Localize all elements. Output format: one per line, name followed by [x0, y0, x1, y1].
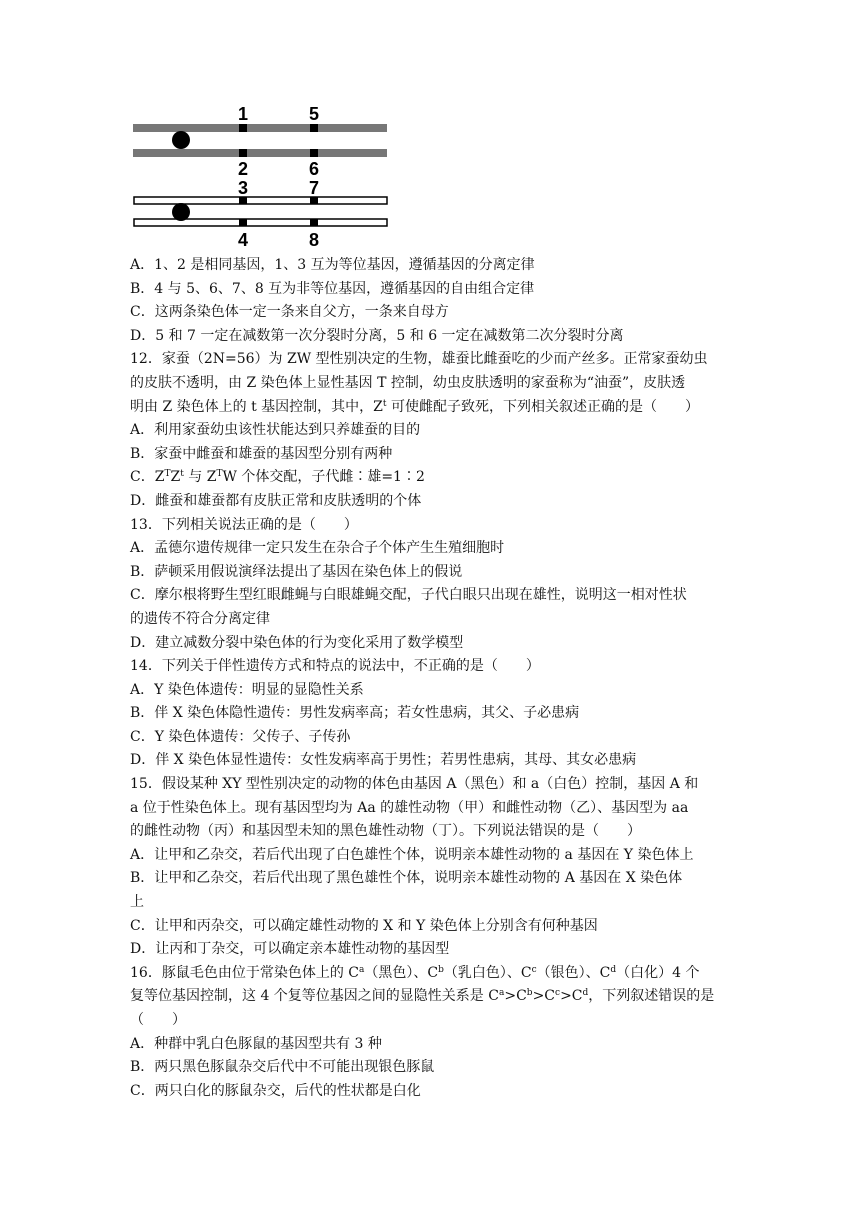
- text-line: [130, 985, 730, 1009]
- text-segment: 复等位基因控制，这 4 个复等位基因之间的显隐性关系是 C: [130, 988, 499, 1005]
- text-segment: B．伴 X 染色体隐性遗传：男性发病率高；若女性患病，其父、子必患病: [130, 705, 580, 722]
- text-line: [130, 1056, 730, 1080]
- gene-locus: [239, 149, 247, 157]
- text-segment: 13．下列相关说法正确的是（ ）: [130, 516, 358, 533]
- text-line: [130, 749, 730, 773]
- text-line: [130, 1009, 730, 1033]
- text-segment: Z: [170, 469, 181, 486]
- text-segment: >C: [504, 988, 527, 1005]
- locus-label: 3: [237, 178, 249, 198]
- locus-label: 4: [237, 230, 249, 250]
- text-line: [130, 514, 730, 538]
- gene-locus: [310, 219, 318, 226]
- gene-locus: [239, 197, 247, 204]
- chromosome-bar: [133, 149, 387, 157]
- locus-label: 1: [237, 104, 249, 124]
- text-segment: C．让甲和丙杂交，可以确定雄性动物的 X 和 Y 染色体上分别含有何种基因: [130, 917, 598, 934]
- text-line: [130, 938, 730, 962]
- text-segment: （银色）、C: [536, 964, 611, 981]
- text-line: [130, 891, 730, 915]
- text-segment: （白化）4 个: [616, 964, 700, 981]
- text-line: [130, 537, 730, 561]
- superscript: a: [498, 988, 505, 999]
- text-segment: 14．下列关于伴性遗传方式和特点的说法中，不正确的是（ ）: [130, 658, 540, 675]
- text-line: [130, 844, 730, 868]
- gene-locus: [239, 124, 247, 132]
- text-segment: C．Z: [130, 469, 165, 486]
- text-segment: C．Y 染色体遗传：父传子、子传孙: [130, 728, 351, 745]
- text-segment: A．Y 染色体遗传：明显的显隐性关系: [130, 681, 364, 698]
- superscript: b: [438, 964, 444, 975]
- text-line: [130, 278, 730, 302]
- text-segment: D．建立减数分裂中染色体的行为变化采用了数学模型: [130, 634, 464, 651]
- text-line: [130, 773, 730, 797]
- text-segment: W 个体交配，子代雌∶雄=1∶2: [222, 469, 425, 486]
- text-line: [130, 325, 730, 349]
- text-line: [130, 419, 730, 443]
- text-segment: >C: [560, 988, 583, 1005]
- text-segment: A．孟德尔遗传规律一定只发生在杂合子个体产生生殖细胞时: [130, 540, 505, 557]
- text-segment: B．家蚕中雌蚕和雄蚕的基因型分别有两种: [130, 445, 393, 462]
- gene-locus: [310, 124, 318, 132]
- text-segment: 12．家蚕（2N=56）为 ZW 型性别决定的生物，雄蚕比雌蚕吃的少而产丝多。正常家蚕幼虫: [130, 351, 708, 368]
- text-segment: 明由 Z 染色体上的 t 基因控制，其中，Z: [130, 398, 383, 415]
- text-segment: C．摩尔根将野生型红眼雌蝇与白眼雄蝇交配，子代白眼只出现在雄性，说明这一相对性状: [130, 587, 687, 604]
- superscript: t: [382, 398, 387, 409]
- text-line: [130, 608, 730, 632]
- question-text: [130, 254, 730, 1103]
- text-line: [130, 962, 730, 986]
- superscript: d: [610, 964, 617, 975]
- text-segment: A．让甲和乙杂交，若后代出现了白色雄性个体，说明亲本雄性动物的 a 基因在 Y 染色体上: [130, 846, 694, 863]
- superscript: T: [216, 469, 223, 480]
- text-line: [130, 372, 730, 396]
- superscript: t: [180, 469, 184, 480]
- locus-label: 5: [308, 104, 320, 124]
- text-line: [130, 443, 730, 467]
- text-line: [130, 396, 730, 420]
- text-line: [130, 702, 730, 726]
- text-line: [130, 915, 730, 939]
- chromosome-bar: [134, 197, 387, 204]
- text-line: [130, 1080, 730, 1104]
- locus-label: 8: [308, 230, 320, 250]
- text-segment: 的雌性动物（丙）和基因型未知的黑色雄性动物（丁）。下列说法错误的是（ ）: [130, 823, 641, 840]
- text-line: [130, 632, 730, 656]
- text-segment: A．1、2 是相同基因，1、3 互为等位基因，遵循基因的分离定律: [130, 257, 535, 273]
- locus-label: 7: [308, 178, 320, 198]
- superscript: T: [164, 469, 171, 480]
- locus-label: 6: [308, 159, 320, 179]
- superscript: d: [582, 988, 589, 999]
- text-segment: 15．假设某种 XY 型性别决定的动物的体色由基因 A（黑色）和 a（白色）控制，基因 A 和: [130, 776, 699, 793]
- gene-locus: [310, 149, 318, 157]
- text-segment: >C: [532, 988, 556, 1005]
- superscript: b: [526, 988, 533, 999]
- text-segment: B．两只黑色豚鼠杂交后代中不可能出现银色豚鼠: [130, 1059, 435, 1076]
- text-line: [130, 679, 730, 703]
- gene-locus: [239, 219, 247, 226]
- text-line: [130, 584, 730, 608]
- text-segment: D．让丙和丁杂交，可以确定亲本雄性动物的基因型: [130, 941, 450, 958]
- text-line: [130, 867, 730, 891]
- text-line: [130, 820, 730, 844]
- text-segment: A．种群中乳白色豚鼠的基因型共有 3 种: [130, 1035, 382, 1052]
- text-line: [130, 466, 730, 490]
- text-line: [130, 726, 730, 750]
- superscript: c: [555, 988, 561, 999]
- chromosome-figure: [120, 98, 400, 250]
- text-segment: 16．豚鼠毛色由位于常染色体上的 C: [130, 964, 359, 981]
- text-segment: D．5 和 7 一定在减数第一次分裂时分离，5 和 6 一定在减数第二次分裂时分离: [130, 327, 624, 344]
- locus-label: 2: [237, 159, 249, 179]
- centromere: [172, 131, 190, 149]
- text-segment: 与 Z: [183, 469, 217, 486]
- text-segment: a 位于性染色体上。现有基因型均为 Aa 的雄性动物（甲）和雌性动物（乙）、基因型为 aa: [130, 799, 689, 816]
- text-line: [130, 561, 730, 585]
- text-segment: A．利用家蚕幼虫该性状能达到只养雄蚕的目的: [130, 422, 421, 439]
- text-segment: 的遗传不符合分离定律: [130, 610, 270, 627]
- text-segment: 可使雌配子致死，下列相关叙述正确的是（ ）: [386, 398, 699, 415]
- text-line: [130, 490, 730, 514]
- text-segment: D．雌蚕和雄蚕都有皮肤正常和皮肤透明的个体: [130, 492, 422, 509]
- gene-locus: [310, 197, 318, 204]
- text-segment: B．萨顿采用假说演绎法提出了基因在染色体上的假说: [130, 563, 463, 580]
- text-line: [130, 301, 730, 325]
- text-line: [130, 1033, 730, 1057]
- superscript: a: [358, 964, 365, 975]
- text-segment: B．让甲和乙杂交，若后代出现了黑色雄性个体，说明亲本雄性动物的 A 基因在 X 染色体: [130, 870, 683, 887]
- text-line: [130, 254, 730, 278]
- text-segment: C．这两条染色体一定一条来自父方，一条来自母方: [130, 304, 449, 321]
- centromere: [172, 203, 190, 221]
- chromosome-bar: [133, 124, 387, 132]
- superscript: c: [531, 964, 537, 975]
- text-segment: B．4 与 5、6、7、8 互为非等位基因，遵循基因的自由组合定律: [130, 280, 535, 297]
- text-segment: （黑色）、C: [364, 964, 439, 981]
- text-segment: 的皮肤不透明，由 Z 染色体上显性基因 T 控制，幼虫皮肤透明的家蚕称为“油蚕”，皮肤透: [130, 374, 686, 391]
- text-segment: （乳白色）、C: [443, 964, 532, 981]
- text-segment: C．两只白化的豚鼠杂交，后代的性状都是白化: [130, 1082, 421, 1099]
- text-segment: D．伴 X 染色体显性遗传：女性发病率高于男性；若男性患病，其母、其女必患病: [130, 752, 637, 769]
- text-line: [130, 797, 730, 821]
- chromosome-bar: [134, 219, 387, 226]
- text-segment: ，下列叙述错误的是: [588, 988, 715, 1005]
- text-line: [130, 348, 730, 372]
- text-segment: （ ）: [130, 1012, 186, 1028]
- text-segment: 上: [130, 894, 144, 911]
- text-line: [130, 655, 730, 679]
